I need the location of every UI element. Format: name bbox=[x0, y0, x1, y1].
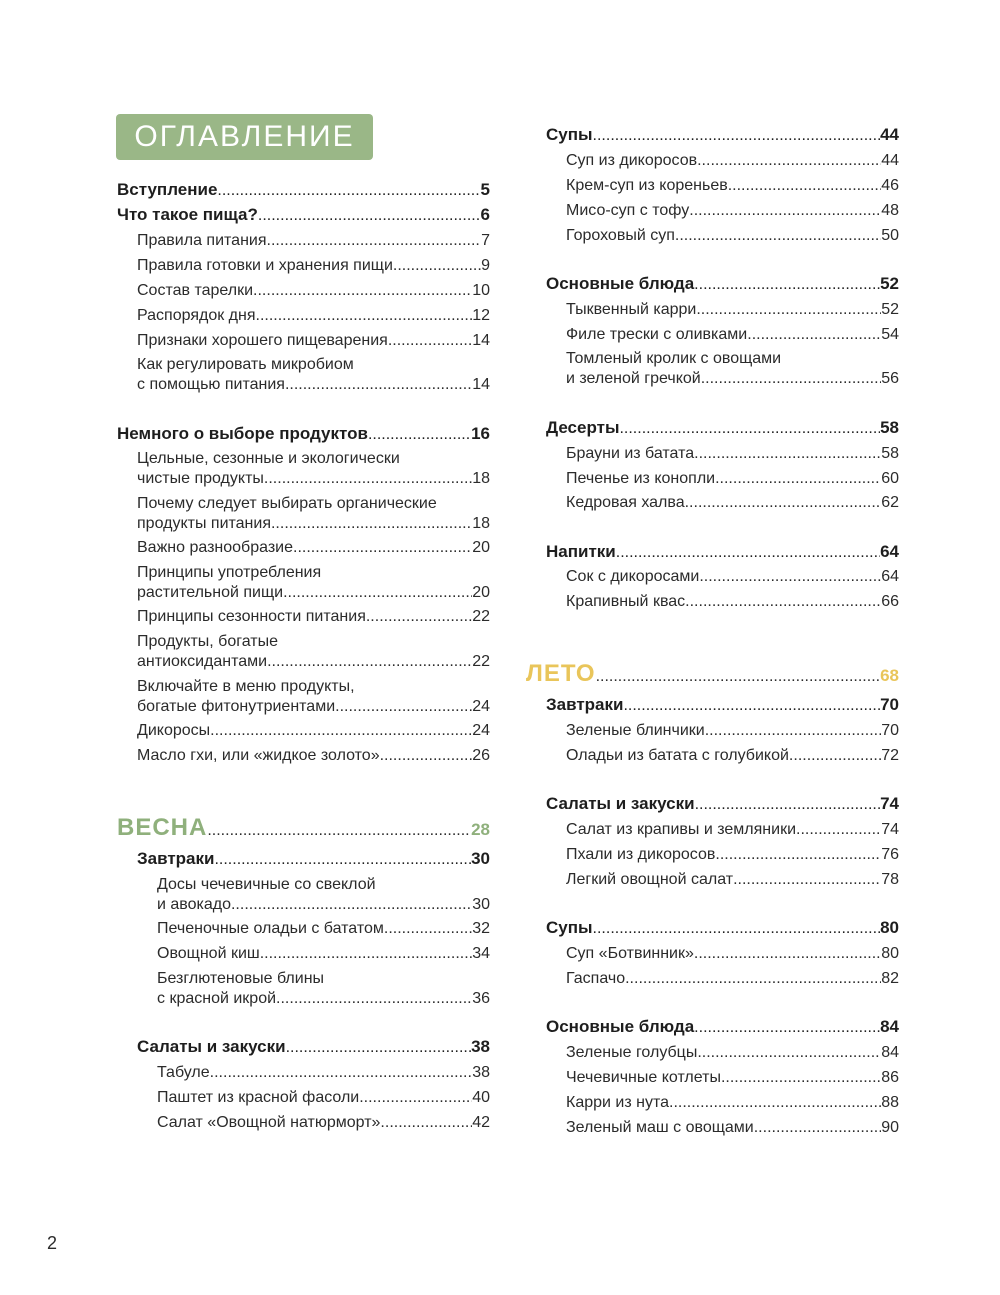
toc-entry[interactable]: Кедровая халва ..... 62 bbox=[566, 493, 899, 513]
toc-entry[interactable]: Важно разнообразие ..... 20 bbox=[137, 538, 490, 558]
toc-entry[interactable]: Почему следует выбирать органические продукты питания ..... 18 bbox=[137, 494, 490, 534]
toc-entry[interactable]: Овощной киш ..... 34 bbox=[157, 944, 490, 964]
toc-entry[interactable]: Распорядок дня ..... 12 bbox=[137, 306, 490, 326]
toc-entry[interactable]: Как регулировать микробиом с помощью питания ..... 14 bbox=[137, 355, 490, 395]
toc-entry[interactable]: Дикоросы ..... 24 bbox=[137, 721, 490, 741]
toc-entry[interactable]: Брауни из батата ..... 58 bbox=[566, 444, 899, 464]
toc-entry-drinks[interactable]: Напитки ..... 64 bbox=[546, 542, 899, 563]
toc-season-spring[interactable]: ВЕСНА ..... 28 bbox=[117, 814, 490, 845]
toc-entry[interactable]: Состав тарелки ..... 10 bbox=[137, 281, 490, 301]
toc-entry[interactable]: Продукты, богатые антиоксидантами ..... 22 bbox=[137, 632, 490, 672]
toc-entry-mains[interactable]: Основные блюда ..... 52 bbox=[546, 274, 899, 295]
toc-entry[interactable]: Оладьи из батата с голубикой ..... 72 bbox=[566, 746, 899, 766]
toc-entry-summer-soups[interactable]: Супы ..... 80 bbox=[546, 918, 899, 939]
toc-entry[interactable]: Принципы употребления растительной пищи ..... 20 bbox=[137, 563, 490, 603]
toc-entry[interactable]: Чечевичные котлеты ..... 86 bbox=[566, 1068, 899, 1088]
toc-entry-spring-salads[interactable]: Салаты и закуски ..... 38 bbox=[137, 1037, 490, 1058]
toc-entry[interactable]: Томленый кролик с овощами и зеленой гречкой ..... 56 bbox=[566, 349, 899, 389]
toc-entry[interactable]: Суп «Ботвинник» ..... 80 bbox=[566, 944, 899, 964]
toc-entry-soups[interactable]: Супы ..... 44 bbox=[546, 125, 899, 146]
toc-entry[interactable]: Тыквенный карри ..... 52 bbox=[566, 300, 899, 320]
toc-entry[interactable]: Салат из крапивы и земляники ..... 74 bbox=[566, 820, 899, 840]
toc-entry[interactable]: Суп из дикоросов ..... 44 bbox=[566, 151, 899, 171]
toc-entry[interactable]: Филе трески с оливками ..... 54 bbox=[566, 325, 899, 345]
toc-entry[interactable]: Правила готовки и хранения пищи ..... 9 bbox=[137, 256, 490, 276]
toc-entry[interactable]: Мисо-суп с тофу ..... 48 bbox=[566, 201, 899, 221]
toc-entry[interactable]: Включайте в меню продукты, богатые фитонутриентами ..... 24 bbox=[137, 677, 490, 717]
toc-entry[interactable]: Печеночные оладьи с бататом ..... 32 bbox=[157, 919, 490, 939]
toc-entry[interactable]: Безглютеновые блины с красной икрой ..... 36 bbox=[157, 969, 490, 1009]
page-number: 2 bbox=[47, 1233, 58, 1253]
toc-entry-spring-breakfasts[interactable]: Завтраки ..... 30 bbox=[137, 849, 490, 870]
toc-entry-summer-breakfasts[interactable]: Завтраки ..... 70 bbox=[546, 695, 899, 716]
toc-entry[interactable]: Зеленые блинчики ..... 70 bbox=[566, 721, 899, 741]
toc-entry[interactable]: Крапивный квас ..... 66 bbox=[566, 592, 899, 612]
toc-entry[interactable]: Печенье из конопли ..... 60 bbox=[566, 469, 899, 489]
toc-entry[interactable]: Зеленый маш с овощами ..... 90 bbox=[566, 1118, 899, 1138]
toc-entry[interactable]: Цельные, сезонные и экологически чистые продукты ..... 18 bbox=[137, 449, 490, 489]
toc-entry[interactable]: Гаспачо ..... 82 bbox=[566, 969, 899, 989]
toc-entry-summer-mains[interactable]: Основные блюда ..... 84 bbox=[546, 1017, 899, 1038]
toc-entry[interactable]: Сок с дикоросами ..... 64 bbox=[566, 567, 899, 587]
toc-entry[interactable]: Гороховый суп ..... 50 bbox=[566, 226, 899, 246]
toc-entry[interactable]: Легкий овощной салат ..... 78 bbox=[566, 870, 899, 890]
toc-entry-summer-salads[interactable]: Салаты и закуски ..... 74 bbox=[546, 794, 899, 815]
toc-entry[interactable]: Пхали из дикоросов ..... 76 bbox=[566, 845, 899, 865]
toc-entry[interactable]: Зеленые голубцы ..... 84 bbox=[566, 1043, 899, 1063]
toc-entry[interactable]: Табуле ..... 38 bbox=[157, 1063, 490, 1083]
toc-entry[interactable]: Досы чечевичные со свеклой и авокадо ..... 30 bbox=[157, 875, 490, 915]
toc-entry-food[interactable]: Что такое пища? ..... 6 bbox=[117, 205, 490, 226]
toc-season-summer[interactable]: ЛЕТО ..... 68 bbox=[526, 660, 899, 691]
toc-entry[interactable]: Салат «Овощной натюрморт» ..... 42 bbox=[157, 1113, 490, 1133]
toc-entry[interactable]: Масло гхи, или «жидкое золото» ..... 26 bbox=[137, 746, 490, 766]
toc-entry-desserts[interactable]: Десерты ..... 58 bbox=[546, 418, 899, 439]
toc-entry-products[interactable]: Немного о выборе продуктов ..... 16 bbox=[117, 424, 490, 445]
toc-entry[interactable]: Паштет из красной фасоли ..... 40 bbox=[157, 1088, 490, 1108]
toc-entry[interactable]: Признаки хорошего пищеварения ..... 14 bbox=[137, 331, 490, 351]
toc-entry[interactable]: Карри из нута ..... 88 bbox=[566, 1093, 899, 1113]
toc-entry[interactable]: Крем-суп из кореньев ..... 46 bbox=[566, 176, 899, 196]
toc-entry[interactable]: Правила питания ..... 7 bbox=[137, 231, 490, 251]
toc-entry-intro[interactable]: Вступление ..... 5 bbox=[117, 180, 490, 201]
toc-title: ОГЛАВЛЕНИЕ bbox=[116, 114, 373, 160]
toc-entry[interactable]: Принципы сезонности питания ..... 22 bbox=[137, 607, 490, 627]
